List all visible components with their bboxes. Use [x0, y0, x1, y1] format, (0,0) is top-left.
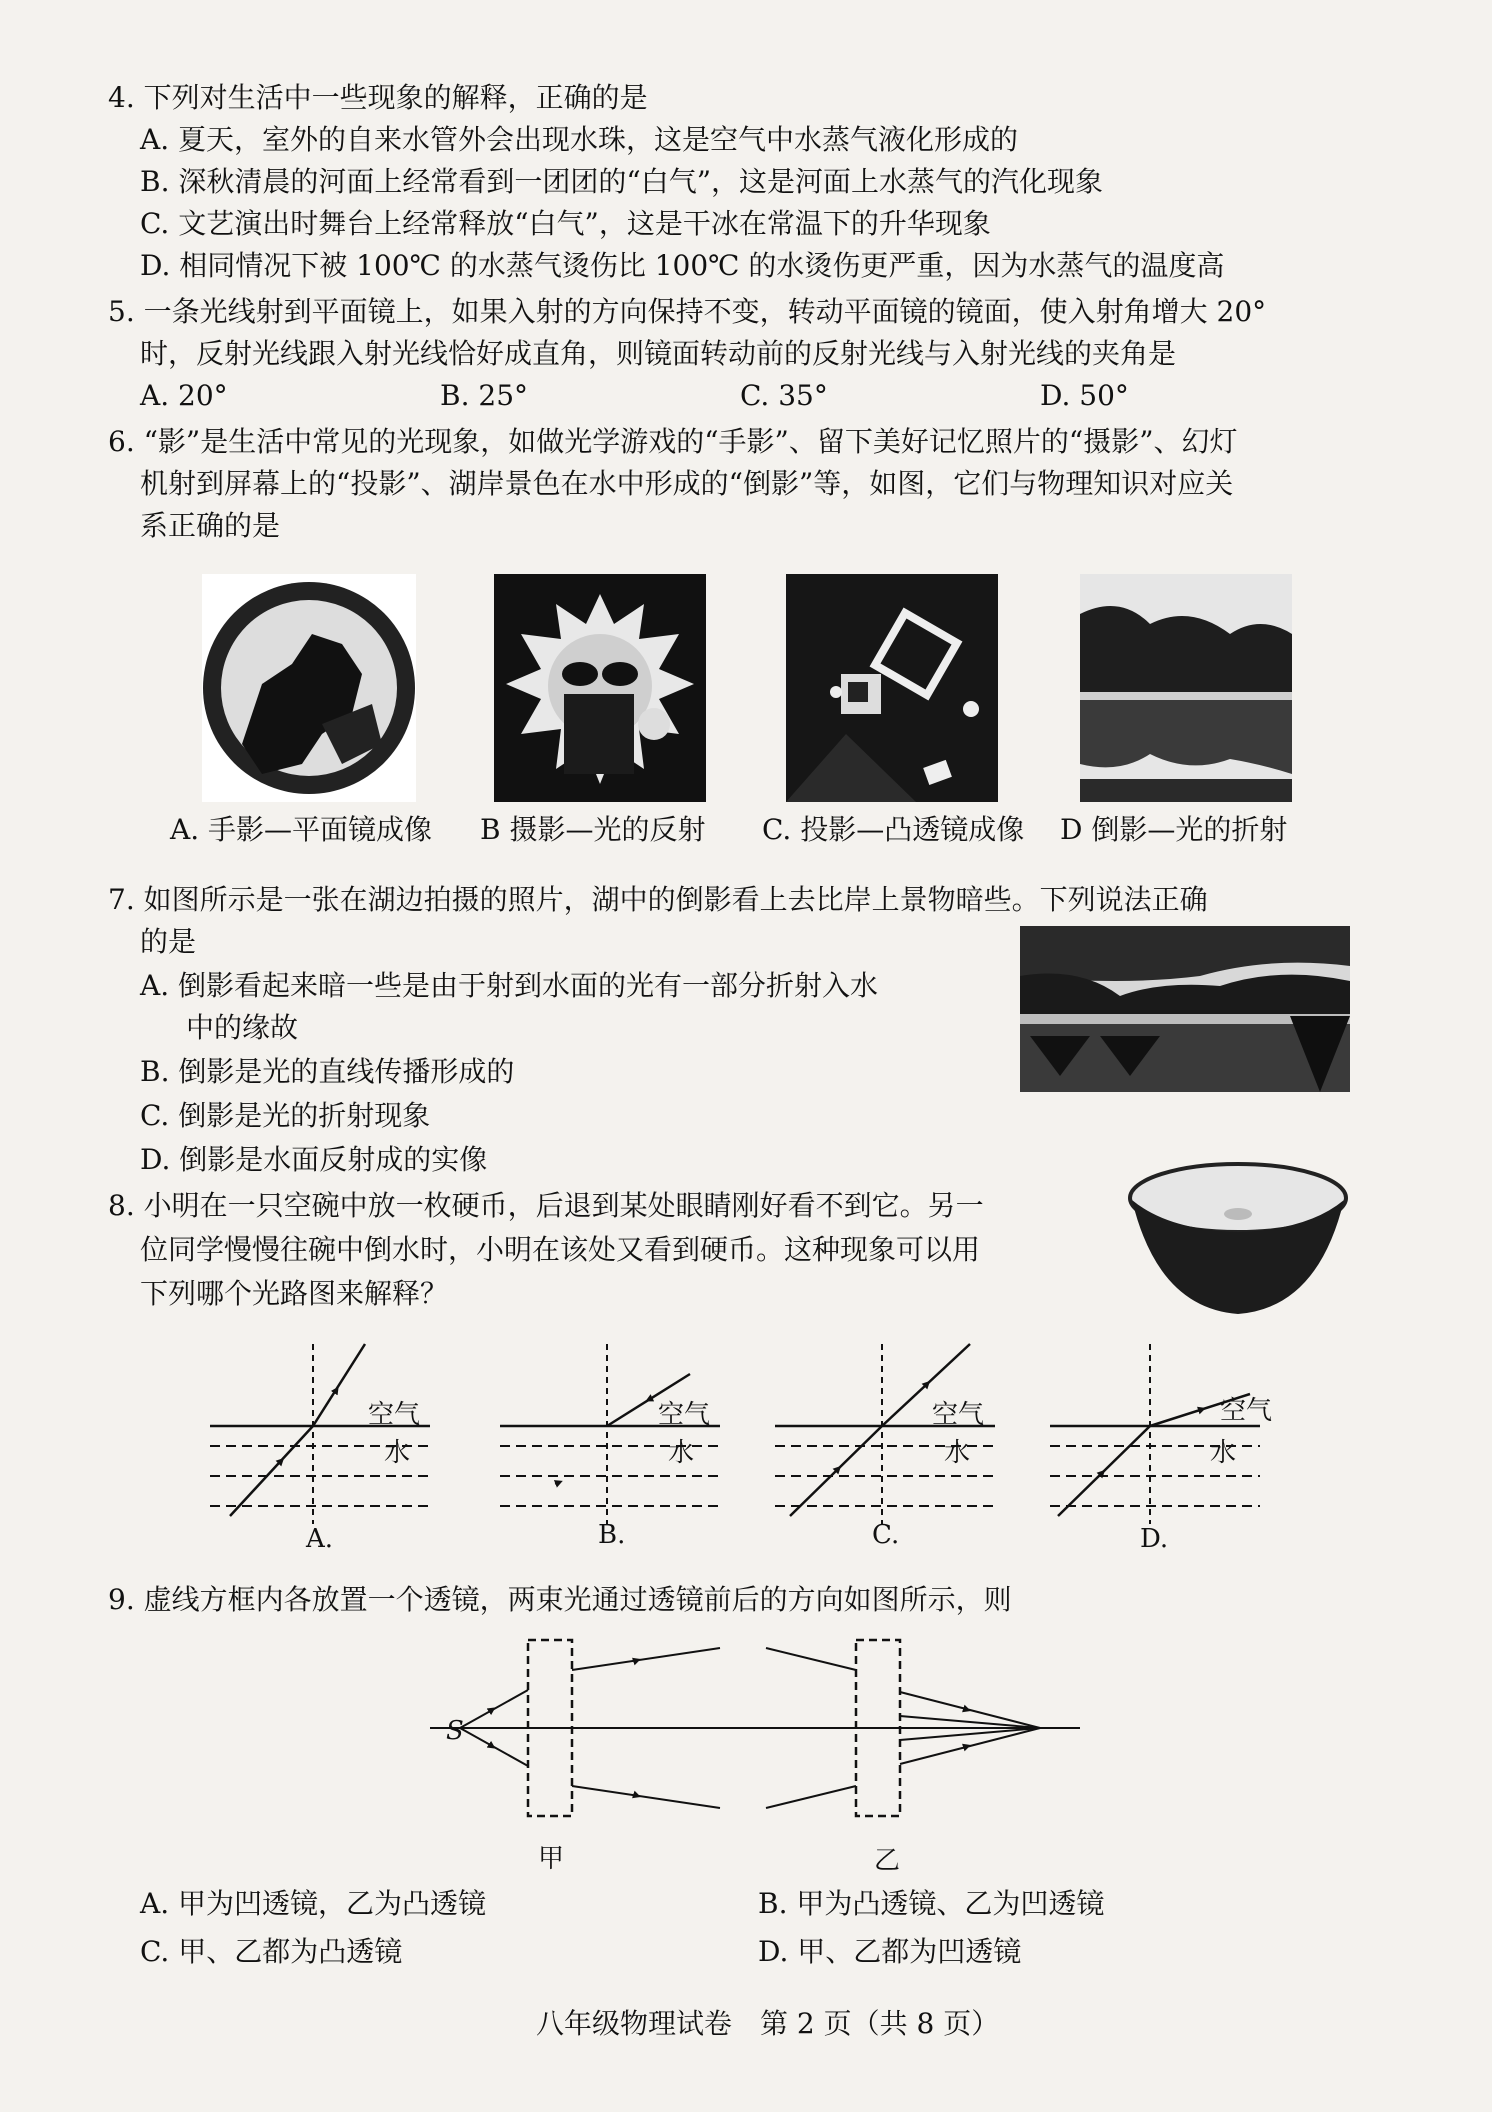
- q7-option-c: C. 倒影是光的折射现象: [140, 1099, 431, 1132]
- reflection-image: [1080, 574, 1292, 802]
- diagram-d-letter: D.: [1140, 1524, 1169, 1554]
- diagram-d-water-label: 水: [1210, 1438, 1237, 1468]
- point-source-s-label: S: [446, 1716, 464, 1746]
- lake-photo: [1020, 926, 1350, 1092]
- q9-option-c: C. 甲、乙都为凸透镜: [140, 1935, 403, 1968]
- q7-option-a-cont: 中的缘故: [186, 1011, 299, 1044]
- diagram-c-water-label: 水: [944, 1438, 971, 1468]
- q9-stem: 9. 虚线方框内各放置一个透镜，两束光通过透镜前后的方向如图所示，则: [108, 1583, 1012, 1616]
- diagram-c-air-label: 空气: [932, 1400, 985, 1430]
- q9-option-d: D. 甲、乙都为凹透镜: [758, 1935, 1022, 1968]
- q6-caption-d: D 倒影—光的折射: [1060, 813, 1288, 846]
- diagram-a-air-label: 空气: [368, 1400, 421, 1430]
- q6-stem-line2: 机射到屏幕上的“投影”、湖岸景色在水中形成的“倒影”等，如图，它们与物理知识对应关: [140, 467, 1234, 500]
- q4-option-b: B. 深秋清晨的河面上经常看到一团团的“白气”，这是河面上水蒸气的汽化现象: [140, 165, 1104, 198]
- q4-option-c: C. 文艺演出时舞台上经常释放“白气”，这是干冰在常温下的升华现象: [140, 207, 991, 240]
- q7-option-a: A. 倒影看起来暗一些是由于射到水面的光有一部分折射入水: [140, 969, 879, 1002]
- q8-light-path-diagrams: [200, 1334, 1340, 1534]
- diagram-c-letter: C.: [872, 1520, 900, 1550]
- q4-option-d: D. 相同情况下被 100℃ 的水蒸气烫伤比 100℃ 的水烫伤更严重，因为水蒸气的温度高: [140, 249, 1225, 282]
- diagram-d-air-label: 空气: [1220, 1396, 1273, 1426]
- q4-stem: 4. 下列对生活中一些现象的解释，正确的是: [108, 81, 648, 114]
- q7-option-d: D. 倒影是水面反射成的实像: [140, 1143, 488, 1176]
- q9-option-b: B. 甲为凸透镜、乙为凹透镜: [758, 1887, 1105, 1920]
- diagram-a-letter: A.: [306, 1524, 334, 1554]
- q7-stem-line2: 的是: [140, 925, 197, 958]
- diagram-a-water-label: 水: [384, 1438, 411, 1468]
- q6-caption-b: B 摄影—光的反射: [480, 813, 706, 846]
- q8-stem-line1: 8. 小明在一只空碗中放一枚硬币，后退到某处眼睛刚好看不到它。另一: [108, 1189, 984, 1222]
- q5-option-c: C. 35°: [740, 379, 828, 412]
- q4-option-a: A. 夏天，室外的自来水管外会出现水珠，这是空气中水蒸气液化形成的: [140, 123, 1019, 156]
- q6-stem-line3: 系正确的是: [140, 509, 281, 542]
- diagram-b-air-label: 空气: [658, 1400, 711, 1430]
- q7-option-b: B. 倒影是光的直线传播形成的: [140, 1055, 515, 1088]
- diagram-b-water-label: 水: [668, 1438, 695, 1468]
- q5-stem-line1: 5. 一条光线射到平面镜上，如果入射的方向保持不变，转动平面镜的镜面，使入射角增大 20°: [108, 295, 1267, 328]
- q8-stem-line3: 下列哪个光路图来解释？: [140, 1277, 449, 1310]
- q7-stem-line1: 7. 如图所示是一张在湖边拍摄的照片，湖中的倒影看上去比岸上景物暗些。下列说法正确: [108, 883, 1208, 916]
- diagram-b-letter: B.: [598, 1520, 626, 1550]
- page-footer: 八年级物理试卷 第 2 页（共 8 页）: [536, 2007, 1000, 2040]
- bowl-photo: [1128, 1158, 1348, 1318]
- q5-option-a: A. 20°: [140, 379, 228, 412]
- photography-image: [494, 574, 706, 802]
- projection-image: [786, 574, 998, 802]
- q8-stem-line2: 位同学慢慢往碗中倒水时，小明在该处又看到硬币。这种现象可以用: [140, 1233, 981, 1266]
- q6-caption-c: C. 投影—凸透镜成像: [762, 813, 1025, 846]
- q6-caption-a: A. 手影—平面镜成像: [170, 813, 433, 846]
- q9-option-a: A. 甲为凹透镜，乙为凸透镜: [140, 1887, 487, 1920]
- q5-option-d: D. 50°: [1040, 379, 1129, 412]
- q5-stem-line2: 时，反射光线跟入射光线恰好成直角，则镜面转动前的反射光线与入射光线的夹角是: [140, 337, 1177, 370]
- q6-stem-line1: 6. “影”是生活中常见的光现象，如做光学游戏的“手影”、留下美好记忆照片的“摄影”、幻灯: [108, 425, 1238, 458]
- q5-option-b: B. 25°: [440, 379, 529, 412]
- hand-shadow-image: [202, 574, 416, 802]
- lens-yi-label: 乙: [874, 1846, 901, 1876]
- lens-jia-label: 甲: [538, 1844, 565, 1874]
- q9-lens-diagram: [420, 1630, 1100, 1830]
